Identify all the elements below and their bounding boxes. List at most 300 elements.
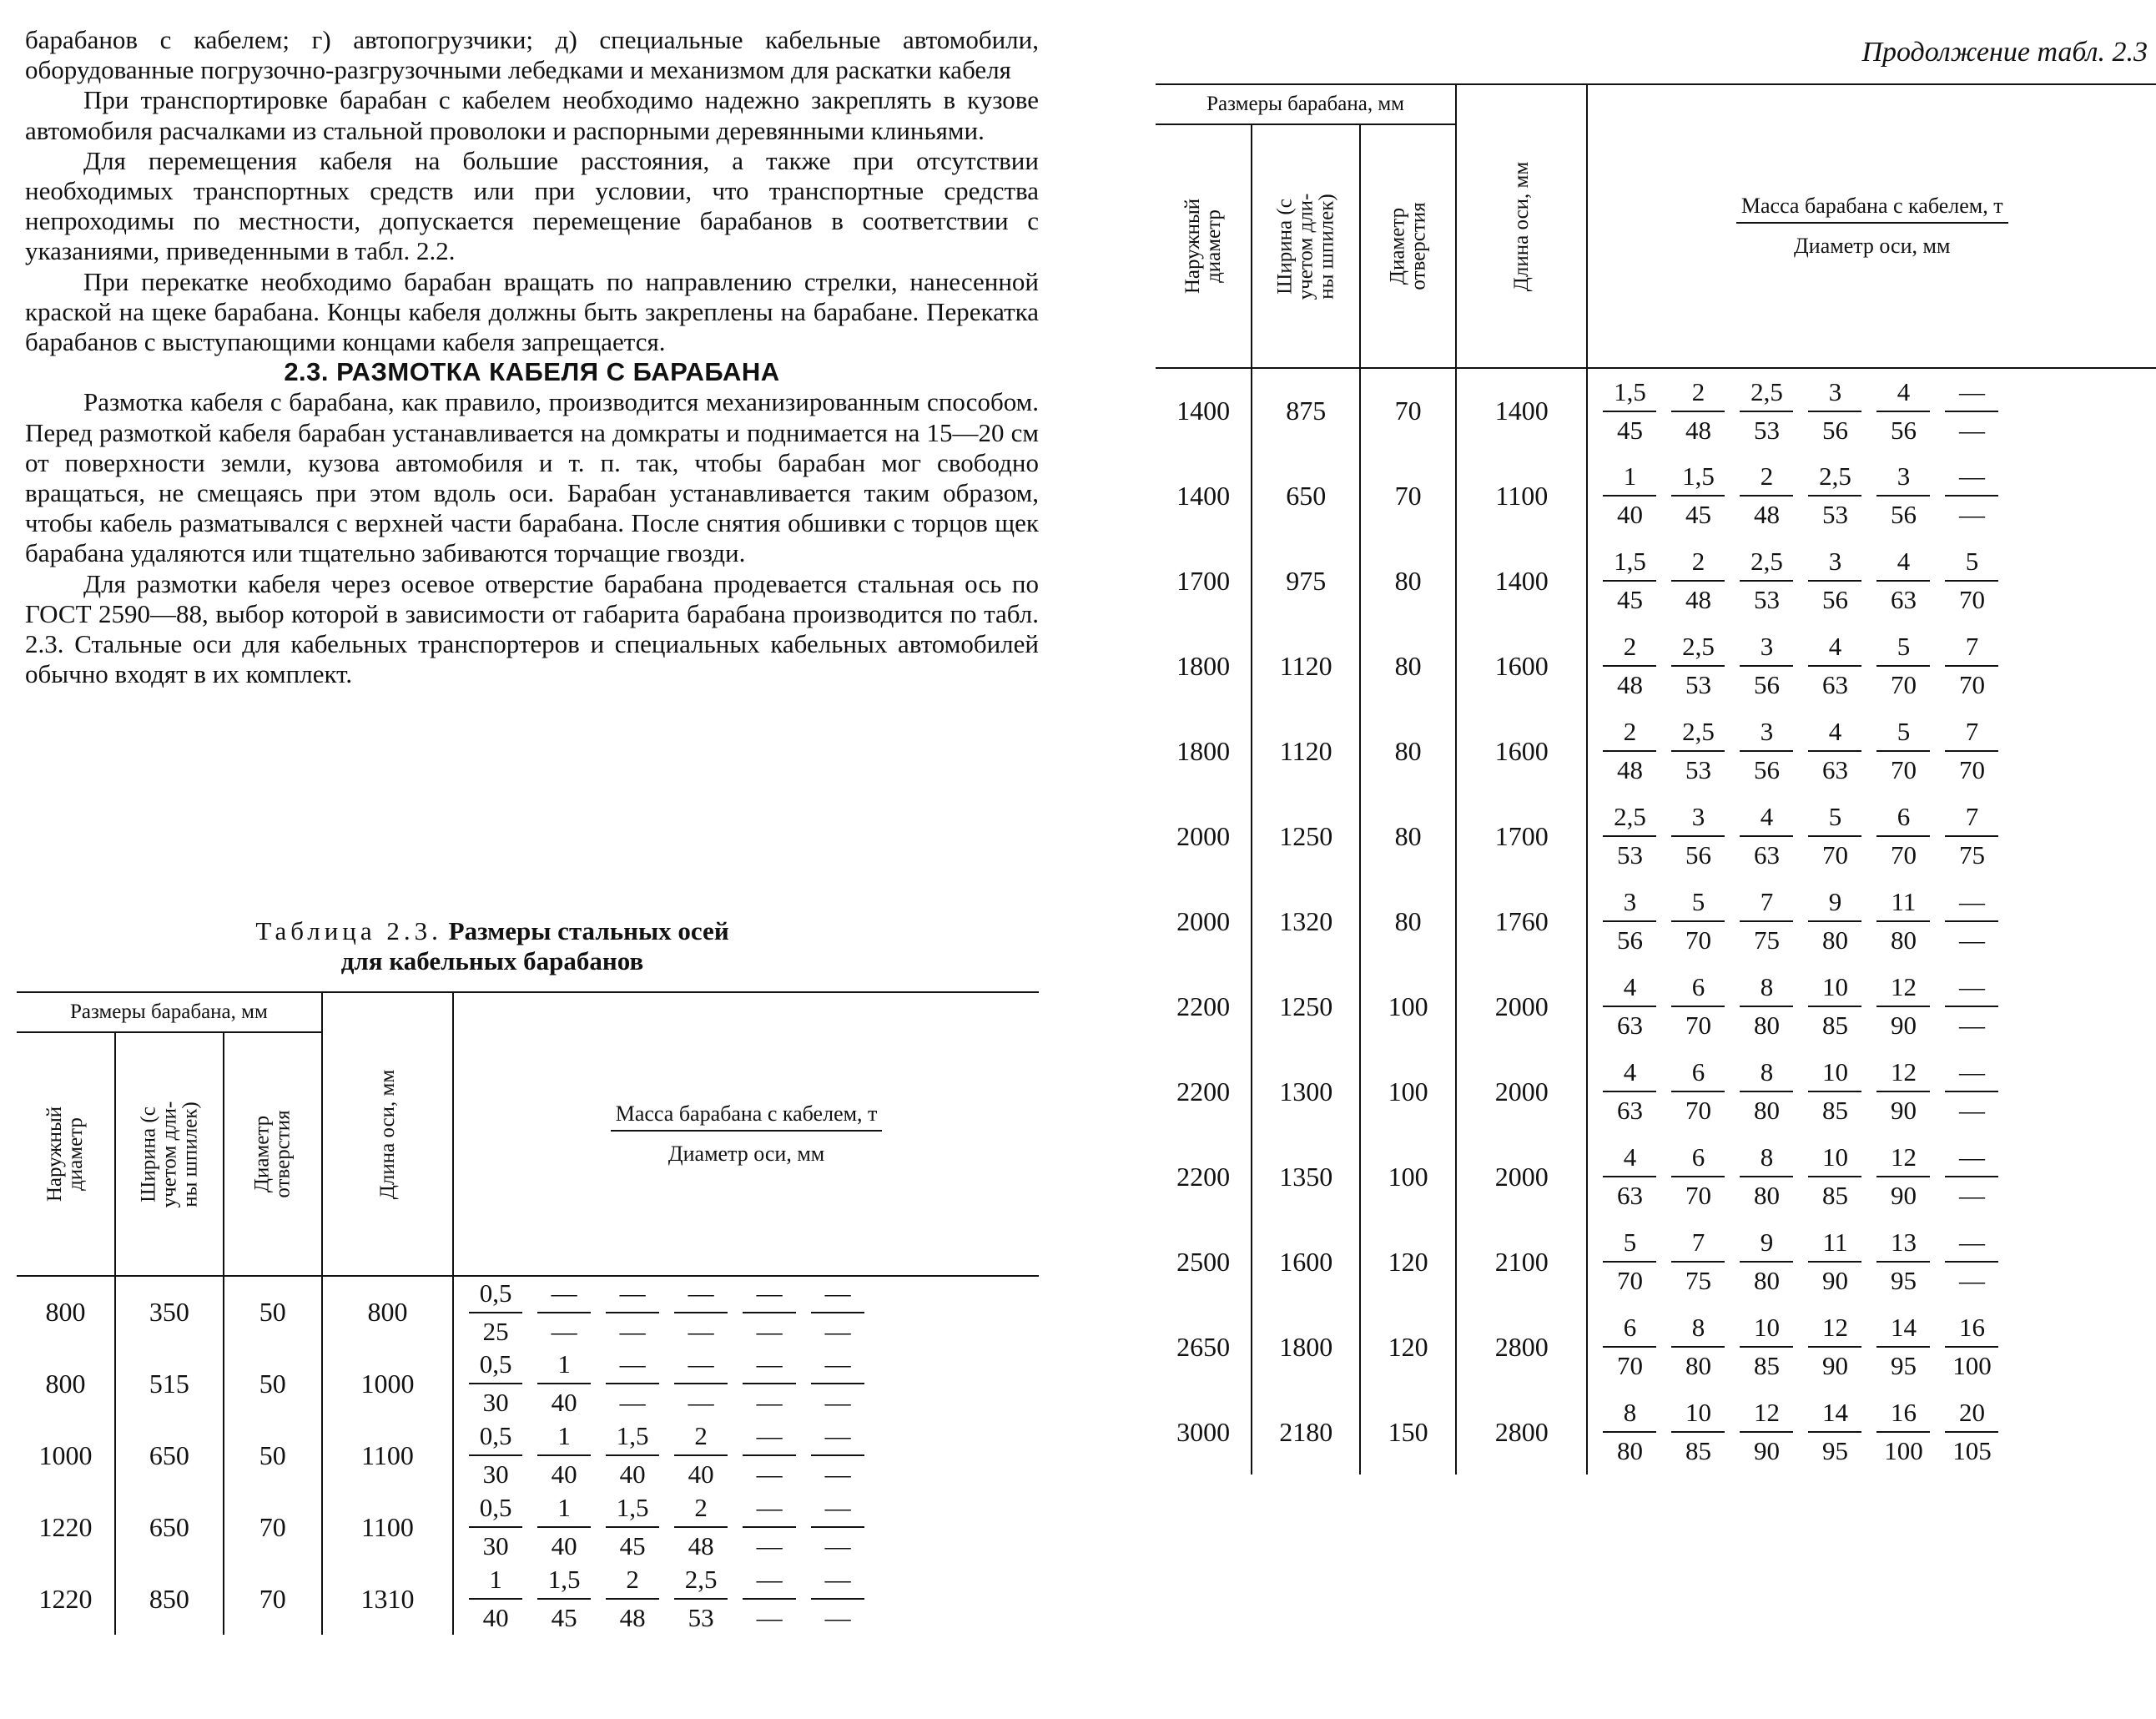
axis-diameter-value: 95: [1890, 1351, 1917, 1380]
mass-value: 2: [606, 1564, 659, 1600]
mass-value: —: [1945, 376, 1998, 412]
mass-over-diameter-fraction: [811, 1348, 864, 1419]
mass-value: 0,5: [469, 1348, 522, 1384]
width-cell: 1800: [1252, 1304, 1360, 1389]
axis-length-cell: 1400: [1456, 368, 1587, 453]
axis-diameter-value: 85: [1753, 1351, 1780, 1380]
width-cell: 1250: [1252, 964, 1360, 1049]
mass-value: —: [1945, 1142, 1998, 1177]
axis-diameter-value: 56: [1890, 500, 1917, 529]
hole-diameter-cell: 80: [1360, 538, 1456, 623]
mass-over-diameter-fraction: [1671, 1397, 1725, 1467]
axis-diameter-value: 100: [1952, 1351, 1992, 1380]
axis-diameter-value: 45: [1616, 415, 1643, 445]
mass-value: 12: [1876, 1142, 1930, 1177]
outer-diameter-cell: 2500: [1176, 1246, 1231, 1277]
mass-value: 10: [1808, 1056, 1861, 1092]
axis-diameter-value: 70: [1958, 755, 1985, 784]
continuation-caption: Продолжение табл. 2.3: [1861, 37, 2148, 68]
mass-over-diameter-fraction: [674, 1278, 728, 1348]
mass-diameter-cell: [453, 1563, 1039, 1635]
axis-diameter-value: 100: [1884, 1436, 1923, 1465]
mass-value: 1,5: [537, 1564, 591, 1600]
section-heading: 2.3. РАЗМОТКА КАБЕЛЯ С БАРАБАНА: [284, 357, 780, 387]
axis-diameter-value: 56: [1685, 840, 1711, 870]
paragraph: При транспортировке барабан с кабелем необходимо надежно закреплять в кузове автомобиля расчалками из стальной проволоки и распорными деревянными клиньями.: [25, 85, 1039, 145]
mass-over-diameter-fraction: [1671, 461, 1725, 531]
outer-diameter-cell: 3000: [1176, 1416, 1231, 1447]
mass-over-diameter-fraction: [1671, 801, 1725, 871]
width-header: Ширина (с учетом дли- ны шпилек): [1252, 124, 1360, 368]
mass-over-diameter-fraction: [1876, 1056, 1930, 1127]
outer-diameter-cell: 2200: [1176, 1076, 1231, 1107]
mass-value: 11: [1876, 886, 1930, 922]
mass-over-diameter-fraction: [1671, 546, 1725, 616]
axis-diameter-value: 56: [1753, 755, 1780, 784]
mass-over-diameter-fraction: [1740, 1227, 1793, 1297]
mass-value: 13: [1876, 1227, 1930, 1263]
axis-diameter-value: 63: [1616, 1181, 1643, 1210]
mass-value: —: [743, 1348, 796, 1384]
mass-value: 7: [1740, 886, 1793, 922]
mass-over-diameter-fraction: [1740, 1056, 1793, 1127]
mass-over-diameter-fraction: [1808, 971, 1861, 1041]
mass-over-diameter-fraction: [469, 1564, 522, 1634]
outer-diameter-header: Наружный диаметр: [1181, 198, 1226, 295]
axis-diameter-value: —: [824, 1388, 851, 1417]
table-row: [1156, 538, 2156, 623]
mass-over-diameter-fraction: [537, 1420, 591, 1490]
axis-diameter-value: 40: [482, 1603, 509, 1632]
mass-over-diameter-fraction: [1808, 461, 1861, 531]
outer-diameter-cell: 1220: [38, 1511, 93, 1542]
axis-diameter-value: 48: [1616, 670, 1643, 699]
mass-value: 8: [1740, 1056, 1793, 1092]
axis-diameter-value: 70: [1685, 925, 1711, 955]
mass-over-diameter-fraction: [1603, 716, 1656, 786]
mass-over-diameter-fraction: [1603, 461, 1656, 531]
mass-value: 4: [1603, 1056, 1656, 1092]
outer-diameter-cell: 2000: [1176, 820, 1231, 851]
mass-over-diameter-fraction: [1876, 631, 1930, 701]
hole-diameter-cell: 50: [224, 1348, 322, 1419]
mass-value: 9: [1808, 886, 1861, 922]
width-cell: 1250: [1252, 794, 1360, 879]
mass-value: 5: [1945, 546, 1998, 582]
axis-diameter-value: 63: [1821, 670, 1848, 699]
outer-diameter-cell: 2200: [1176, 991, 1231, 1021]
axis-diameter-value: —: [1958, 500, 1985, 529]
mass-over-diameter-fraction: [469, 1420, 522, 1490]
outer-diameter-cell: 2000: [1176, 905, 1231, 936]
mass-over-diameter-fraction: [1876, 801, 1930, 871]
axis-diameter-value: 70: [1958, 670, 1985, 699]
mass-over-diameter-fraction: [1808, 1397, 1861, 1467]
outer-diameter-cell: 1700: [1176, 565, 1231, 596]
table-row: [1156, 879, 2156, 964]
mass-diameter-cell: [1587, 453, 2156, 538]
outer-diameter-cell: 1800: [1176, 735, 1231, 766]
hole-diameter-cell: 120: [1360, 1304, 1456, 1389]
table-row: [1156, 1304, 2156, 1389]
hole-diameter-cell: 80: [1360, 794, 1456, 879]
mass-value: 10: [1740, 1312, 1793, 1348]
mass-value: 2: [1671, 546, 1725, 582]
width-cell: 650: [115, 1491, 224, 1563]
mass-over-diameter-fraction: [1671, 1312, 1725, 1382]
hole-diameter-cell: 50: [224, 1276, 322, 1348]
mass-over-diameter-fraction: [1603, 631, 1656, 701]
axis-length-cell: 1760: [1456, 879, 1587, 964]
mass-value: 10: [1808, 971, 1861, 1007]
axis-diameter-value: —: [824, 1316, 851, 1346]
mass-value: 1: [537, 1420, 591, 1456]
axis-diameter-value: 80: [1685, 1351, 1711, 1380]
mass-diameter-cell: [1587, 794, 2156, 879]
axis-diameter-value: —: [1958, 1096, 1985, 1125]
mass-value: 6: [1603, 1312, 1656, 1348]
axis-diameter-value: —: [824, 1603, 851, 1632]
width-cell: 850: [115, 1563, 224, 1635]
mass-value: 6: [1671, 1056, 1725, 1092]
hole-diameter-cell: 50: [224, 1419, 322, 1491]
mass-over-diameter-fraction: [1603, 1056, 1656, 1127]
width-cell: 1350: [1252, 1134, 1360, 1219]
axis-diameter-value: 53: [1685, 755, 1711, 784]
width-cell: 650: [1252, 453, 1360, 538]
axis-length-cell: 2800: [1456, 1389, 1587, 1475]
mass-over-diameter-fraction: [537, 1348, 591, 1419]
mass-value: 2: [674, 1492, 728, 1528]
axis-diameter-value: 80: [1753, 1181, 1780, 1210]
axis-diameter-value: 53: [1821, 500, 1848, 529]
table-row: [17, 1276, 1039, 1348]
axis-length-cell: 1100: [1456, 453, 1587, 538]
mass-over-diameter-fraction: [1808, 1056, 1861, 1127]
mass-value: 5: [1671, 886, 1725, 922]
axis-diameter-value: —: [756, 1531, 783, 1560]
mass-value: 7: [1671, 1227, 1725, 1263]
mass-value: 8: [1671, 1312, 1725, 1348]
mass-over-diameter-fraction: [674, 1348, 728, 1419]
mass-diameter-cell: [1587, 368, 2156, 453]
mass-value: 2,5: [1740, 546, 1793, 582]
mass-value: 4: [1603, 1142, 1656, 1177]
paragraph: Для перемещения кабеля на большие расстояния, а также при отсутствии необходимых транспортных средств или при условии, что транспортные средства непроходимы по местности, допускается перемещение барабанов в соответствии с указаниями, приведенными в табл. 2.2.: [25, 145, 1039, 266]
mass-value: 4: [1740, 801, 1793, 837]
mass-over-diameter-fraction: [1603, 1142, 1656, 1212]
mass-value: 1,5: [1603, 376, 1656, 412]
axis-diameter-value: 90: [1890, 1181, 1917, 1210]
mass-value: 1,5: [606, 1420, 659, 1456]
axis-diameter-value: —: [619, 1316, 646, 1346]
axis-diameter-value: 80: [1890, 925, 1917, 955]
mass-over-diameter-fraction: [1808, 886, 1861, 956]
axis-diameter-value: 70: [1890, 840, 1917, 870]
mass-value: 4: [1808, 631, 1861, 667]
mass-over-diameter-fraction: [1740, 546, 1793, 616]
mass-over-diameter-fraction: [1945, 1397, 1998, 1467]
axis-diameter-value: 75: [1958, 840, 1985, 870]
axis-diameter-value: 105: [1952, 1436, 1992, 1465]
mass-value: 1: [537, 1492, 591, 1528]
mass-value: 5: [1808, 801, 1861, 837]
mass-over-diameter-fraction: [1740, 1142, 1793, 1212]
mass-over-diameter-fraction: [1945, 971, 1998, 1041]
axis-diameter-value: 70: [1685, 1181, 1711, 1210]
axis-diameter-value: 90: [1890, 1011, 1917, 1040]
outer-diameter-cell: 1800: [1176, 650, 1231, 681]
mass-value: 2: [674, 1420, 728, 1456]
mass-over-diameter-fraction: [1945, 716, 1998, 786]
axis-diameter-value: 75: [1753, 925, 1780, 955]
table-caption: [242, 916, 743, 976]
mass-over-diameter-fraction: [1876, 1142, 1930, 1212]
hole-diameter-cell: 80: [1360, 623, 1456, 708]
mass-over-diameter-fraction: [1945, 546, 1998, 616]
width-cell: 1300: [1252, 1049, 1360, 1134]
axis-diameter-value: 70: [1821, 840, 1848, 870]
hole-diameter-cell: 70: [1360, 368, 1456, 453]
table-row: [1156, 964, 2156, 1049]
axis-diameter-value: 48: [1685, 415, 1711, 445]
axis-diameter-value: 90: [1821, 1351, 1848, 1380]
mass-value: 0,5: [469, 1492, 522, 1528]
mass-value: 2,5: [1808, 461, 1861, 497]
axis-diameter-value: 45: [1685, 500, 1711, 529]
outer-diameter-cell: 2650: [1176, 1331, 1231, 1362]
mass-diameter-cell: [1587, 1049, 2156, 1134]
mass-value: 1: [537, 1348, 591, 1384]
mass-over-diameter-fraction: [1876, 376, 1930, 446]
mass-over-diameter-fraction: [606, 1492, 659, 1562]
mass-value: 5: [1603, 1227, 1656, 1263]
axis-diameter-value: 70: [1890, 755, 1917, 784]
axis-diameter-value: 80: [1753, 1096, 1780, 1125]
mass-value: 3: [1671, 801, 1725, 837]
mass-over-diameter-fraction: [1945, 801, 1998, 871]
mass-over-diameter-fraction: [743, 1420, 796, 1490]
table-row: [17, 1419, 1039, 1491]
axis-diameter-value: —: [1958, 415, 1985, 445]
mass-value: —: [1945, 1227, 1998, 1263]
axis-diameter-value: —: [1958, 1011, 1985, 1040]
axis-diameter-value: 30: [482, 1459, 509, 1489]
mass-value: 4: [1876, 376, 1930, 412]
axis-diameter-value: 56: [1821, 585, 1848, 614]
axis-diameter-value: 40: [551, 1531, 577, 1560]
mass-diameter-cell: [1587, 623, 2156, 708]
table-row: [1156, 368, 2156, 453]
mass-over-diameter-fraction: [811, 1492, 864, 1562]
hole-diameter-cell: 100: [1360, 964, 1456, 1049]
mass-over-diameter-fraction: [674, 1420, 728, 1490]
mass-over-diameter-fraction: [469, 1278, 522, 1348]
axis-diameter-value: —: [1958, 1266, 1985, 1295]
axis-length-cell: 1400: [1456, 538, 1587, 623]
mass-value: —: [1945, 461, 1998, 497]
mass-diameter-cell: [1587, 1219, 2156, 1304]
axis-diameter-value: 56: [1753, 670, 1780, 699]
mass-value: —: [743, 1564, 796, 1600]
axis-diameter-value: 70: [1616, 1266, 1643, 1295]
axis-diameter-value: 70: [1890, 670, 1917, 699]
axis-diameter-value: 53: [1753, 585, 1780, 614]
axis-diameter-value: 63: [1821, 755, 1848, 784]
axis-diameter-value: —: [1958, 1181, 1985, 1210]
mass-value: —: [606, 1348, 659, 1384]
mass-value: 2: [1603, 716, 1656, 752]
paragraph: барабанов с кабелем; г) автопогрузчики; д) специальные кабельные автомобили, оборудованные погрузочно-разгрузочными лебедками и механизмом для раскатки кабеля: [25, 25, 1039, 85]
axis-diameter-value: 40: [1616, 500, 1643, 529]
width-cell: 1600: [1252, 1219, 1360, 1304]
hole-diameter-cell: 100: [1360, 1049, 1456, 1134]
axis-length-cell: 1310: [322, 1563, 453, 1635]
mass-value: —: [606, 1278, 659, 1313]
axis-diameter-value: 40: [619, 1459, 646, 1489]
table-row: [1156, 1219, 2156, 1304]
mass-value: 12: [1876, 971, 1930, 1007]
axis-diameter-value: 40: [688, 1459, 714, 1489]
axis-diameter-value: —: [824, 1459, 851, 1489]
mass-over-diameter-fraction: [1945, 461, 1998, 531]
mass-over-diameter-fraction: [743, 1492, 796, 1562]
mass-value: 1: [1603, 461, 1656, 497]
mass-value: 3: [1740, 631, 1793, 667]
mass-over-diameter-fraction: [1808, 716, 1861, 786]
mass-value: 2: [1603, 631, 1656, 667]
axis-diameter-value: 63: [1753, 840, 1780, 870]
mass-value: 3: [1808, 376, 1861, 412]
axis-diameter-value: —: [824, 1531, 851, 1560]
mass-diameter-cell: [1587, 538, 2156, 623]
mass-value: 4: [1876, 546, 1930, 582]
mass-over-diameter-fraction: [1876, 716, 1930, 786]
mass-over-diameter-fraction: [1808, 1312, 1861, 1382]
axis-length-cell: 1100: [322, 1491, 453, 1563]
mass-value: 1,5: [1603, 546, 1656, 582]
table-row: [1156, 623, 2156, 708]
mass-over-diameter-fraction: [1740, 716, 1793, 786]
axis-length-cell: 1600: [1456, 708, 1587, 794]
drum-size-group-header: Размеры барабана, мм: [17, 992, 322, 1032]
mass-value: 1,5: [606, 1492, 659, 1528]
outer-diameter-cell: 800: [45, 1368, 86, 1399]
mass-value: —: [743, 1278, 796, 1313]
axis-diameter-value: 48: [1616, 755, 1643, 784]
axis-diameter-value: —: [756, 1316, 783, 1346]
table-caption-label: Таблица 2.3.: [255, 916, 442, 945]
hole-diameter-cell: 70: [224, 1491, 322, 1563]
mass-over-diameter-fraction: [674, 1564, 728, 1634]
axis-diameter-value: —: [756, 1388, 783, 1417]
mass-value: 8: [1603, 1397, 1656, 1433]
hole-diameter-cell: 70: [1360, 453, 1456, 538]
axis-length-cell: 1600: [1456, 623, 1587, 708]
mass-value: 6: [1671, 1142, 1725, 1177]
mass-over-diameter-fraction: [1945, 631, 1998, 701]
axis-diameter-value: 45: [551, 1603, 577, 1632]
axis-length-cell: 1000: [322, 1348, 453, 1419]
mass-value: 5: [1876, 716, 1930, 752]
mass-diameter-cell: [1587, 879, 2156, 964]
mass-value: —: [674, 1348, 728, 1384]
right-page: [1156, 0, 2156, 1719]
mass-value: 8: [1740, 1142, 1793, 1177]
table-row: [1156, 708, 2156, 794]
hole-diameter-header: Диаметр отверстия: [1360, 124, 1456, 368]
axis-diameter-value: 70: [1685, 1096, 1711, 1125]
mass-over-diameter-fraction: [1671, 1056, 1725, 1127]
left-page: [0, 0, 1055, 1719]
axis-diameter-value: 48: [1753, 500, 1780, 529]
mass-value: 2,5: [1740, 376, 1793, 412]
mass-value: 14: [1876, 1312, 1930, 1348]
axis-diameter-value: 40: [551, 1388, 577, 1417]
mass-value: —: [743, 1492, 796, 1528]
paragraph: При перекатке необходимо барабан вращать по направлению стрелки, нанесенной краской на щеке барабана. Концы кабеля должны быть закреплены на барабане. Перекатка барабанов с выступающими концами кабеля запрещается.: [25, 266, 1039, 357]
axis-diameter-value: 48: [688, 1531, 714, 1560]
mass-over-diameter-fraction: [1876, 1312, 1930, 1382]
mass-over-diameter-fraction: [1740, 1312, 1793, 1382]
axis-length-cell: 1100: [322, 1419, 453, 1491]
axis-diameter-value: 40: [551, 1459, 577, 1489]
mass-over-diameter-fraction: [469, 1348, 522, 1419]
width-cell: 1120: [1252, 708, 1360, 794]
mass-value: 16: [1945, 1312, 1998, 1348]
axis-diameter-value: 63: [1616, 1096, 1643, 1125]
axis-diameter-value: 56: [1821, 415, 1848, 445]
mass-over-diameter-fraction: [469, 1492, 522, 1562]
width-cell: 515: [115, 1348, 224, 1419]
axis-diameter-value: 80: [1753, 1011, 1780, 1040]
axis-diameter-value: 30: [482, 1531, 509, 1560]
axis-diameter-value: 56: [1890, 415, 1917, 445]
axis-diameter-value: 53: [1616, 840, 1643, 870]
mass-value: 7: [1945, 716, 1998, 752]
width-cell: 1320: [1252, 879, 1360, 964]
mass-value: —: [811, 1492, 864, 1528]
mass-over-diameter-fraction: [1603, 801, 1656, 871]
width-cell: 350: [115, 1276, 224, 1348]
mass-over-diameter-fraction: [1808, 631, 1861, 701]
table-row: [1156, 794, 2156, 879]
axle-size-table: [17, 991, 1039, 1635]
mass-over-diameter-fraction: [743, 1564, 796, 1634]
axis-diameter-value: —: [756, 1459, 783, 1489]
outer-diameter-cell: 1400: [1176, 396, 1231, 426]
hole-diameter-cell: 150: [1360, 1389, 1456, 1475]
mass-diameter-header: Масса барабана с кабелем, т Диаметр оси, мм: [453, 992, 1039, 1276]
mass-over-diameter-fraction: [1876, 461, 1930, 531]
mass-over-diameter-fraction: [537, 1564, 591, 1634]
mass-value: 20: [1945, 1397, 1998, 1433]
mass-value: —: [1945, 886, 1998, 922]
mass-value: 14: [1808, 1397, 1861, 1433]
axis-diameter-value: 63: [1890, 585, 1917, 614]
drum-size-group-header: Размеры барабана, мм: [1156, 84, 1456, 124]
mass-value: —: [743, 1420, 796, 1456]
mass-value: —: [674, 1278, 728, 1313]
mass-over-diameter-fraction: [1603, 886, 1656, 956]
mass-over-diameter-fraction: [606, 1420, 659, 1490]
mass-over-diameter-fraction: [606, 1278, 659, 1348]
axis-diameter-value: 75: [1685, 1266, 1711, 1295]
table-caption-title: Размеры стальных осей: [448, 916, 729, 945]
mass-over-diameter-fraction: [1876, 886, 1930, 956]
mass-over-diameter-fraction: [1671, 1142, 1725, 1212]
axis-diameter-value: 53: [1685, 670, 1711, 699]
